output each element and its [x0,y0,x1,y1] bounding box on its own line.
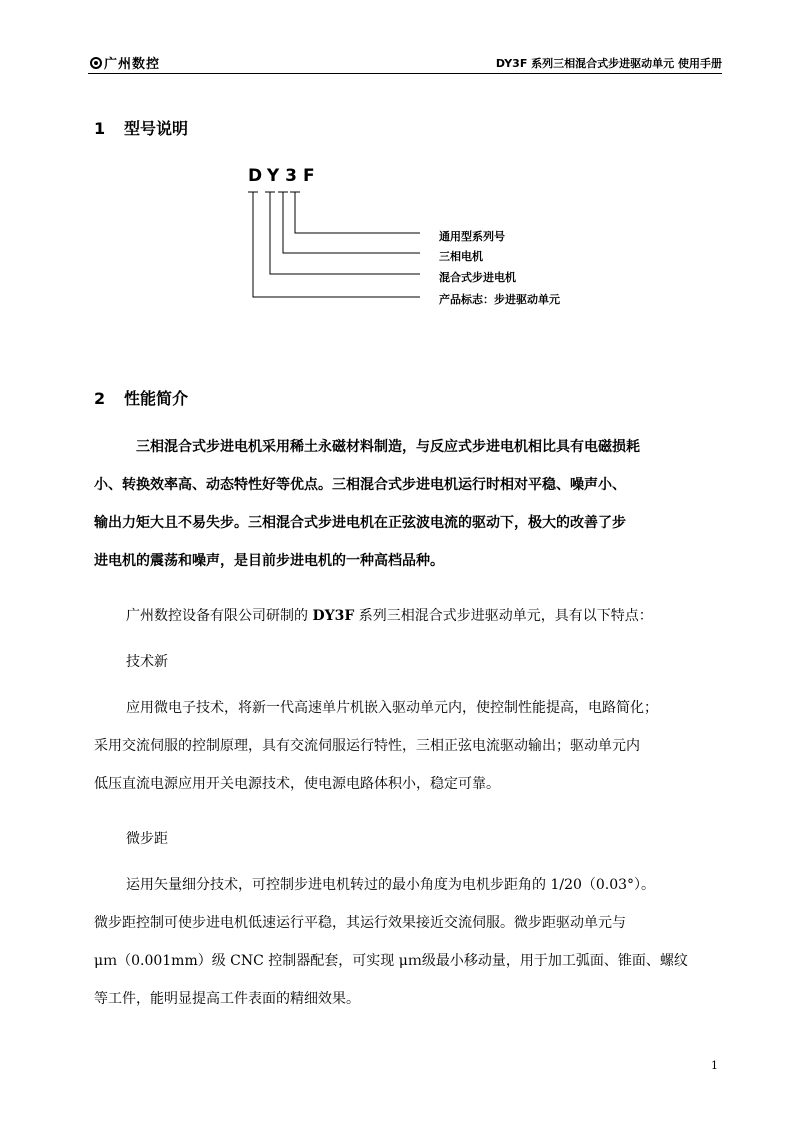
para-line: 输出力矩大且不易失步。三相混合式步进电机在正弦波电流的驱动下，极大的改善了步 [94,515,626,531]
intro-prefix: 广州数控设备有限公司研制的 [126,608,313,624]
feature-2-body [94,866,734,1018]
section-2-heading [94,386,188,409]
bracket-series [295,192,420,233]
para-line: 微步距控制可使步进电机低速运行平稳，其运行效果接近交流伺服。微步距驱动单元与 [94,915,626,931]
section-title: 型号说明 [124,119,189,138]
intro-paragraph [94,428,734,580]
section-1-heading [94,116,188,139]
label-phase: 三相电机 [439,250,483,263]
para-line: 运用矢量细分技术，可控制步进电机转过的最小角度为电机步距角的 1/20（0.03°）。 [126,877,656,893]
para-line: μｍ（0.001mm）级 CNC 控制器配套，可实现 μｍ级最小移动量，用于加工弧面、锥面、螺纹 [94,953,688,969]
intro-suffix: 系列三相混合式步进驱动单元，具有以下特点： [354,608,653,624]
feature-1-body [94,689,734,803]
label-product: 产品标志：步进驱动单元 [439,293,560,306]
header-divider [88,73,722,74]
document-title: DY3F 系列三相混合式步进驱动单元 使用手册 [495,57,722,70]
logo-text: 广州数控 [104,57,161,72]
feature-1-title: 技术新 [126,654,168,670]
company-intro [126,597,653,635]
label-series: 通用型系列号 [439,230,505,243]
para-line: 低压直流电源应用开关电源技术，使电源电路体积小，稳定可靠。 [94,776,500,792]
company-logo [90,53,160,72]
feature-2-title: 微步距 [126,831,168,847]
para-line: 小、转换效率高、动态特性好等优点。三相混合式步进电机运行时相对平稳、噪声小、 [94,477,626,493]
model-code: DY3F [248,166,321,186]
para-line: 等工件，能明显提高工件表面的精细效果。 [94,991,360,1007]
bracket-phase [283,192,420,253]
section-number: 2 [94,389,106,408]
para-line: 三相混合式步进电机采用稀土永磁材料制造，与反应式步进电机相比具有电磁损耗 [136,439,640,455]
section-number: 1 [94,119,106,138]
para-line: 采用交流伺服的控制原理，具有交流伺服运行特性，三相正弦电流驱动输出；驱动单元内 [94,738,640,754]
bracket-product [253,192,420,297]
label-hybrid: 混合式步进电机 [439,271,516,284]
intro-model: DY3F [312,608,355,624]
page-number: 1 [711,1059,718,1072]
para-line: 应用微电子技术，将新一代高速单片机嵌入驱动单元内，使控制性能提高，电路简化； [126,700,658,716]
section-title: 性能简介 [124,389,189,408]
logo-icon [90,57,102,69]
para-line: 进电机的震荡和噪声，是目前步进电机的一种高档品种。 [94,553,444,569]
